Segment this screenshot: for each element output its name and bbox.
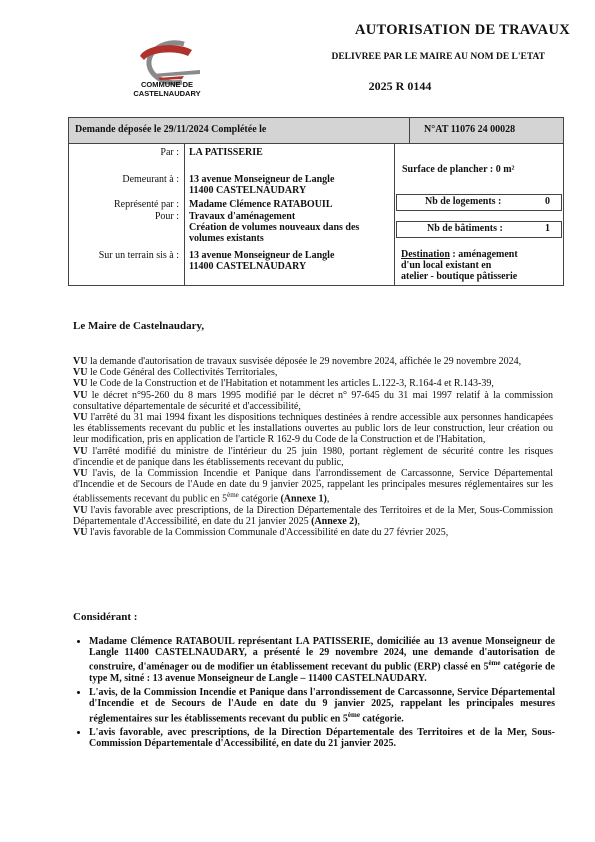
- vu-item: VU le Code Général des Collectivités Territoriales,: [73, 367, 278, 379]
- considerant-item: • Madame Clémence RATABOUIL représentant LA PATISSERIE, domiciliée au 13 avenue Monseigneur de Langle 11400 CASTELNAUDARY, a présenté le 29 novembre 2024, une demande d'autorisation de construire, d'aménager ou de modifier un établissement recevant du public (ERP) classé en 5ème catégorie de type M, sitné : 13 avenue Monseigneur de Langle – 11400 CASTELNAUDARY.: [89, 636, 555, 684]
- vu-item-cca: VU l'avis favorable de la Commission Communale d'Accessibilité en date du 27 février 2025,: [73, 527, 449, 539]
- par-value: LA PATISSERIE: [189, 147, 263, 158]
- permit-number: N°AT 11076 24 00028: [424, 124, 516, 135]
- header-divider: [409, 118, 410, 143]
- vu-item: VU la demande d'autorisation de travaux susvisée déposée le 29 novembre 2024, affichée le 29 novembre 2024,: [73, 356, 522, 367]
- vu-item: VU l'arrêté du 31 mai 1994 fixant les dispositions techniques destinées à rendre accessible aux personnes handicapées les établissements recevant du public et les installations ouvertes au public lors de leur construction, leur création ou leur modification, pris en application de l'article R 162-9 du Code de la Construction et de l'Habitation,: [73, 412, 553, 446]
- demeurant-line2: 11400 CASTELNAUDARY: [189, 185, 307, 196]
- par-label: Par :: [160, 147, 179, 158]
- table-header: [69, 118, 563, 144]
- considerant-item: • L'avis, de la Commission Incendie et Panique dans l'arrondissement de Carcassonne, Service Départemental d'Incendie et de Secours de l'Aude en date du 9 janvier 2025, rappelant les principales mesures réglementaires sur les établissements recevant du public en 5ème catégorie.: [89, 687, 555, 724]
- document-reference: 2025 R 0144: [368, 79, 432, 93]
- destination-label: Destination: [401, 249, 450, 260]
- vu-list: [73, 356, 553, 539]
- column-divider: [394, 143, 395, 285]
- demeurant-line1: 13 avenue Monseigneur de Langle: [189, 174, 335, 185]
- logo-caption: [112, 80, 222, 98]
- destination-line1: : aménagement: [449, 249, 518, 260]
- batiments-value: 1: [545, 223, 550, 234]
- deposit-date: Demande déposée le 29/11/2024 Complétée le: [75, 124, 267, 135]
- document-subtitle: DELIVREE PAR LE MAIRE AU NOM DE L'ETAT: [331, 52, 545, 62]
- batiments-label: Nb de bâtiments :: [427, 223, 503, 234]
- logements-label: Nb de logements :: [425, 196, 502, 207]
- destination-line2: d'un local existant en: [401, 260, 492, 271]
- surface-plancher: Surface de plancher : 0 m²: [402, 164, 515, 175]
- maire-heading: Le Maire de Castelnaudary,: [73, 320, 205, 332]
- terrain-address: [189, 250, 334, 272]
- represente-label: Représenté par :: [114, 199, 179, 210]
- logo-caption-line2: CASTELNAUDARY: [133, 89, 201, 98]
- vu-item: VU l'arrêté modifié du ministre de l'intérieur du 25 juin 1980, portant règlement de sécurité contre les risques d'incendie et de panique dans les établissements recevant du public,: [73, 445, 553, 468]
- logo-caption-line1: COMMUNE DE: [140, 80, 194, 89]
- vu-item: VU le Code de la Construction et de l'Habitation et notamment les articles L.122-3, R.164-4 et R.143-39,: [73, 378, 494, 390]
- pour-line2: Création de volumes nouveaux dans des: [189, 222, 360, 233]
- pour-label: Pour :: [154, 211, 179, 222]
- represente-value: Madame Clémence RATABOUIL: [189, 199, 333, 210]
- pour-line1: Travaux d'aménagement: [189, 211, 296, 222]
- demeurant-label: Demeurant à :: [122, 174, 179, 185]
- document-title: AUTORISATION DE TRAVAUX: [354, 22, 570, 38]
- logements-value: 0: [545, 196, 550, 207]
- considerant-item: • L'avis favorable, avec prescriptions, de la Direction Départementale des Territoires et de la Mer, Sous-Commission Départementale d'Accessibilité, en date du 21 janvier 2025.: [89, 727, 555, 749]
- vu-item-ddt: VU l'avis favorable avec prescriptions, de la Direction Départementale des Territoires et de la Mer, Sous-Commission Départementale d'Accessibilité, en date du 21 janvier 2025 (Annexe 2),: [73, 504, 553, 528]
- logements-box: [396, 194, 562, 211]
- vu-item-commission: VU l'avis, de la Commission Incendie et Panique dans l'arrondissement de Carcassonne, Service Départemental d'Incendie et de Secours de l'Aude en date du 9 janvier 2025, rappelant les principales mesures réglementaires sur les établissements recevant du public en 5ème catégorie (Annexe 1),: [73, 468, 553, 505]
- destination-line3: atelier - boutique pâtisserie: [401, 271, 518, 282]
- pour-value: [189, 211, 359, 244]
- terrain-line1: 13 avenue Monseigneur de Langle: [189, 250, 335, 261]
- terrain-label: Sur un terrain sis à :: [98, 250, 179, 261]
- demeurant-address: [189, 174, 334, 196]
- vu-item: VU le décret n°95-260 du 8 mars 1995 modifié par le décret n° 97-645 du 31 mai 1997 relatif à la commission consultative départementale de sécurité et d'accessibilité,: [73, 389, 553, 412]
- considerant-heading: Considérant :: [73, 611, 138, 623]
- label-divider: [184, 143, 185, 285]
- terrain-line2: 11400 CASTELNAUDARY: [189, 261, 307, 272]
- batiments-box: [396, 221, 562, 238]
- considerant-list: [73, 636, 555, 752]
- destination: [401, 249, 518, 282]
- pour-line3: volumes existants: [189, 233, 264, 244]
- request-info-table: [68, 117, 564, 286]
